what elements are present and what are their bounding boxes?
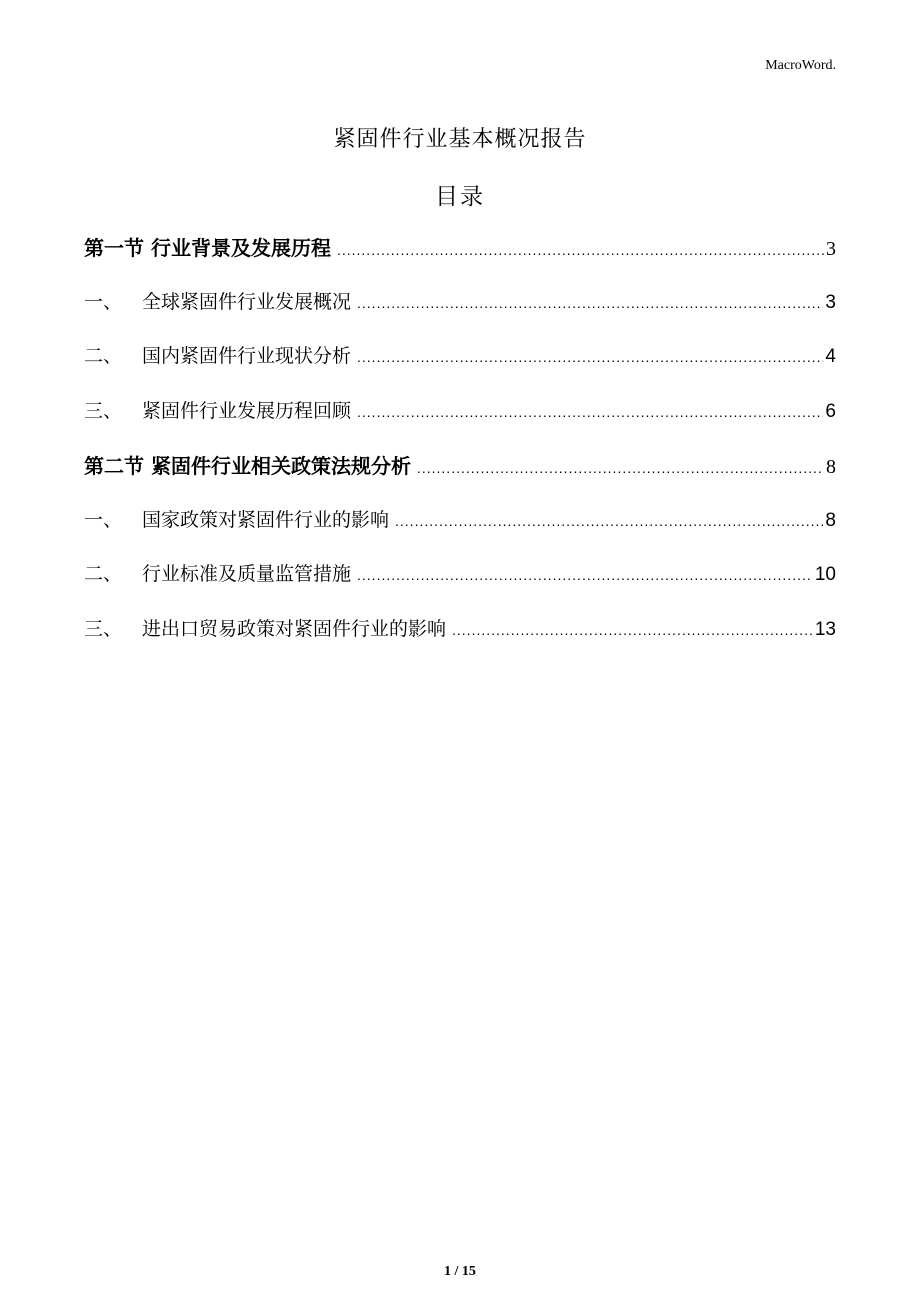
toc-entry-title: 行业标准及质量监管措施 [142,563,352,585]
toc-entry-page: 10 [814,564,836,585]
toc-entry-2-2[interactable] [84,559,836,589]
toc-leader-dots [452,622,813,638]
toc-leader-dots [357,349,823,365]
toc-leader-dots [357,404,823,420]
toc-entry-1-1[interactable] [84,287,836,317]
toc-entry-title: 第二节 紧固件行业相关政策法规分析 [84,454,411,478]
toc-entry-number: 二、 [84,345,123,367]
toc-entry-page: 8 [825,510,836,531]
toc-entry-page: 8 [826,456,836,478]
toc-entry-2-3[interactable] [84,614,836,644]
toc-entry-number: 三、 [84,400,123,422]
toc-entry-title: 全球紧固件行业发展概况 [142,291,352,313]
toc-entry-title: 国内紧固件行业现状分析 [142,345,352,367]
toc-entry-number: 三、 [84,618,123,640]
document-title: 紧固件行业基本概况报告 [333,127,587,152]
toc-entry-page: 4 [825,346,836,367]
toc-entry-number: 一、 [84,291,123,313]
toc-entry-number: 一、 [84,509,123,531]
toc-leader-dots [395,513,823,529]
toc-entry-number: 二、 [84,563,123,585]
toc-leader-dots [357,295,823,311]
page-number-footer: 1 / 15 [444,1264,476,1279]
toc-entry-page: 3 [826,238,836,260]
toc-entry-title: 国家政策对紧固件行业的影响 [142,509,390,531]
toc-entry-title: 第一节 行业背景及发展历程 [84,236,331,260]
toc-leader-dots [417,460,824,476]
header-brand: MacroWord. [765,58,836,73]
toc-leader-dots [337,242,824,258]
toc-entry-1-2[interactable] [84,341,836,371]
toc-entry-section-1[interactable] [84,232,836,262]
toc-entry-page: 3 [825,292,836,313]
toc-entry-title: 紧固件行业发展历程回顾 [142,400,352,422]
toc-entry-1-3[interactable] [84,396,836,426]
toc-entry-2-1[interactable] [84,505,836,535]
toc-heading: 目录 [435,184,485,210]
toc-entry-title: 进出口贸易政策对紧固件行业的影响 [142,618,447,640]
toc-entry-page: 6 [825,401,836,422]
toc-leader-dots [357,567,813,583]
toc-entry-page: 13 [814,619,836,640]
toc-entry-section-2[interactable] [84,450,836,480]
